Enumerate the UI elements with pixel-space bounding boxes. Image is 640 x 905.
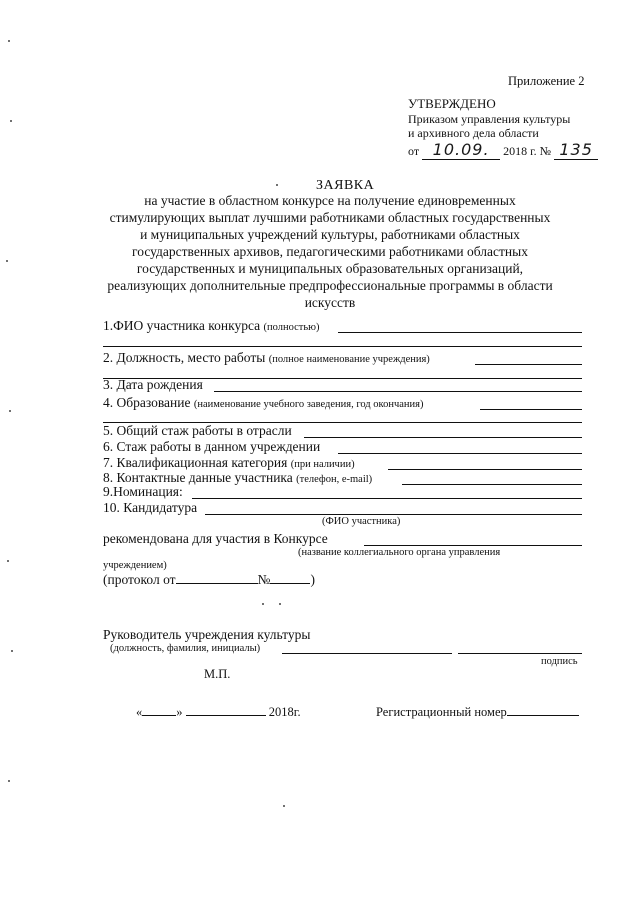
field-1-line-a[interactable] <box>338 331 582 333</box>
order-date-field <box>422 140 500 160</box>
field-9-line[interactable] <box>192 497 582 499</box>
field-3-label: 3. Дата рождения <box>103 377 203 392</box>
field-2-line-a[interactable] <box>475 363 582 365</box>
field-8-line[interactable] <box>402 483 582 485</box>
approved-label: УТВЕРЖДЕНО <box>408 96 496 111</box>
date-open-quote: « <box>136 705 143 719</box>
committee-line[interactable] <box>364 544 582 546</box>
protocol-date-field[interactable] <box>176 583 258 584</box>
form-heading: ЗАЯВКА <box>316 178 375 193</box>
protocol-number-field[interactable] <box>270 583 310 584</box>
field-4-line-a[interactable] <box>480 408 582 410</box>
order-line-2: и архивного дела области <box>408 126 539 140</box>
order-line-1: Приказом управления культуры <box>408 112 571 126</box>
field-5-line[interactable] <box>304 436 582 438</box>
subtitle-line-7: искусств <box>304 295 356 310</box>
committee-note-1: (название коллегиального органа управления <box>298 547 501 558</box>
registration-label: Регистрационный номер <box>376 705 507 719</box>
field-3-line[interactable] <box>214 390 582 392</box>
field-1-label: 1.ФИО участника конкурса (полностью) <box>103 318 320 333</box>
protocol-close: ) <box>310 572 315 587</box>
subtitle-line-6: реализующих дополнительные предпрофессиональные программы в области <box>107 278 553 293</box>
field-6-line[interactable] <box>338 452 582 454</box>
subtitle-line-4: государственных архивов, педагогическими работниками областных <box>132 244 528 259</box>
field-1-line-b[interactable] <box>103 345 582 347</box>
head-note: (должность, фамилия, инициалы) <box>110 643 261 654</box>
footer-date <box>136 705 301 720</box>
head-name-line[interactable] <box>282 652 452 654</box>
head-label: Руководитель учреждения культуры <box>103 627 311 642</box>
field-4-label: 4. Образование (наименование учебного заведения, год окончания) <box>103 395 424 410</box>
footer-month-field[interactable] <box>186 715 266 716</box>
field-10-note: (ФИО участника) <box>322 516 401 527</box>
field-10-line[interactable] <box>205 513 582 515</box>
form-subtitle <box>80 192 580 311</box>
order-year: 2018 г. № <box>503 144 552 158</box>
field-7-line[interactable] <box>388 468 582 470</box>
order-number-field <box>554 140 598 160</box>
field-10-label: 10. Кандидатура <box>103 500 198 515</box>
protocol-prefix: (протокол от <box>103 572 176 587</box>
footer-year: 2018г. <box>268 705 301 719</box>
subtitle-line-2: стимулирующих выплат лучшими работниками областных государственных <box>109 210 551 225</box>
scan-dot <box>283 805 285 807</box>
committee-note-2: учреждением) <box>103 560 167 571</box>
appendix-label: Приложение 2 <box>508 74 585 88</box>
field-5-label: 5. Общий стаж работы в отрасли <box>103 423 292 438</box>
scan-dot <box>276 184 278 186</box>
recommended-label: рекомендована для участия в Конкурсе <box>103 531 328 546</box>
date-prefix: от <box>408 144 420 158</box>
subtitle-line-3: и муниципальных учреждений культуры, работниками областных <box>140 227 520 242</box>
protocol-line <box>103 572 315 588</box>
scan-dot <box>279 603 281 605</box>
date-close-quote: » <box>176 705 183 719</box>
order-date-line <box>408 140 598 160</box>
subtitle-line-5: государственных и муниципальных образовательных организаций, <box>136 261 524 276</box>
scan-dot <box>262 603 264 605</box>
field-8-label: 8. Контактные данные участника (телефон, e-mail) <box>103 470 373 485</box>
footer-day-field[interactable] <box>142 715 176 716</box>
field-2-label: 2. Должность, место работы (полное наименование учреждения) <box>103 350 430 365</box>
field-7-label: 7. Квалификационная категория (при наличии) <box>103 455 355 470</box>
field-6-label: 6. Стаж работы в данном учреждении <box>103 439 321 454</box>
protocol-number-sign: № <box>257 572 271 587</box>
signature-line[interactable] <box>458 652 582 654</box>
field-9-label: 9.Номинация: <box>103 484 183 499</box>
order-date-handwritten: 10.09. <box>432 140 490 159</box>
order-number-handwritten: 135 <box>559 140 593 159</box>
registration-field[interactable] <box>507 715 579 716</box>
subtitle-line-1: на участие в областном конкурсе на получение единовременных <box>144 193 516 208</box>
signature-note: подпись <box>541 656 578 667</box>
stamp-label: М.П. <box>204 667 231 681</box>
scan-edge-artifact <box>0 0 14 905</box>
registration-number <box>376 705 579 720</box>
